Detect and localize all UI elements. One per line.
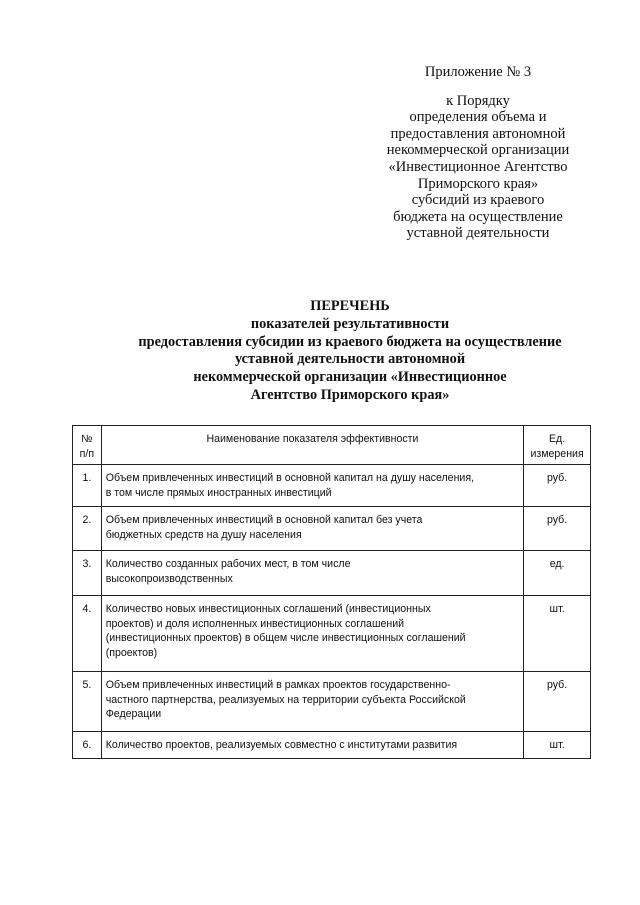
row-line: частного партнерства, реализуемых на территории субъекта Российской — [105, 693, 466, 706]
row-indicator-name — [101, 672, 523, 732]
row-line: высокопроизводственных — [105, 572, 233, 585]
row-indicator-name — [101, 551, 523, 596]
annex-line: Приморского края» — [417, 175, 539, 192]
annex-block — [378, 64, 578, 242]
row-line: в том числе прямых иностранных инвестиций — [105, 486, 332, 499]
annex-line: к Порядку — [446, 92, 510, 109]
heading-line: некоммерческой организации «Инвестиционное — [193, 369, 507, 386]
indicators-table — [72, 425, 591, 759]
row-line: Федерации — [105, 708, 162, 721]
annex-line: «Инвестиционное Агентство — [388, 158, 568, 175]
heading-line: уставной деятельности автономной — [234, 351, 466, 368]
document-heading — [100, 298, 600, 405]
annex-line: уставной деятельности — [406, 225, 550, 242]
table-row — [73, 672, 591, 732]
header-unit-abbr: Ед. — [548, 433, 566, 445]
annex-line: определения объема и — [409, 109, 547, 126]
row-line: (инвестиционных проектов) в общем числе инвестиционных соглашений — [105, 632, 466, 645]
row-line: Количество новых инвестиционных соглашений (инвестиционных — [105, 603, 431, 615]
row-unit: ед. — [524, 551, 591, 596]
row-line: проектов) и доля исполненных инвестиционных соглашений — [105, 617, 405, 630]
heading-title: ПЕРЕЧЕНЬ — [310, 298, 390, 314]
row-unit: руб. — [524, 672, 591, 732]
row-indicator-name — [101, 465, 523, 507]
row-line: бюджетных средств на душу населения — [105, 528, 302, 541]
header-unit — [524, 426, 591, 465]
row-unit: шт. — [524, 596, 591, 672]
table-row — [73, 551, 591, 596]
header-num-abbr: п/п — [79, 447, 95, 460]
row-unit: шт. — [524, 732, 591, 759]
annex-line: бюджета на осуществление — [393, 208, 563, 225]
heading-line: Агентство Приморского края» — [250, 386, 450, 403]
row-unit: руб. — [524, 465, 591, 507]
row-number: 5. — [73, 672, 102, 732]
row-number: 6. — [73, 732, 102, 759]
row-line: Количество созданных рабочих мест, в том числе — [105, 558, 351, 570]
row-line: Объем привлеченных инвестиций в основной капитал без учета — [105, 514, 423, 526]
row-indicator-name — [101, 507, 523, 551]
annex-line: субсидий из краевого — [411, 192, 545, 209]
table-row — [73, 507, 591, 551]
heading-line: предоставления субсидии из краевого бюджета на осуществление — [138, 333, 562, 350]
row-number: 4. — [73, 596, 102, 672]
row-number: 1. — [73, 465, 102, 507]
row-number: 3. — [73, 551, 102, 596]
table-header-row — [73, 426, 591, 465]
heading-line: показателей результативности — [250, 315, 450, 332]
row-indicator-name — [101, 732, 523, 759]
table-row — [73, 465, 591, 507]
row-unit: руб. — [524, 507, 591, 551]
table-row — [73, 732, 591, 759]
header-unit-word: измерения — [530, 447, 584, 460]
annex-title: Приложение № 3 — [424, 64, 532, 80]
row-line: (проектов) — [105, 646, 158, 659]
header-num-symbol: № — [81, 433, 93, 445]
row-line: Объем привлеченных инвестиций в основной капитал на душу населения, — [105, 472, 475, 484]
annex-line: некоммерческой организации — [386, 142, 570, 159]
table-row — [73, 596, 591, 672]
row-line: Количество проектов, реализуемых совместно с институтами развития — [105, 739, 458, 751]
header-name: Наименование показателя эффективности — [101, 426, 523, 465]
row-number: 2. — [73, 507, 102, 551]
row-line: Объем привлеченных инвестиций в рамках проектов государственно- — [105, 679, 451, 691]
row-indicator-name — [101, 596, 523, 672]
header-num — [73, 426, 102, 465]
annex-line: предоставления автономной — [390, 125, 566, 142]
